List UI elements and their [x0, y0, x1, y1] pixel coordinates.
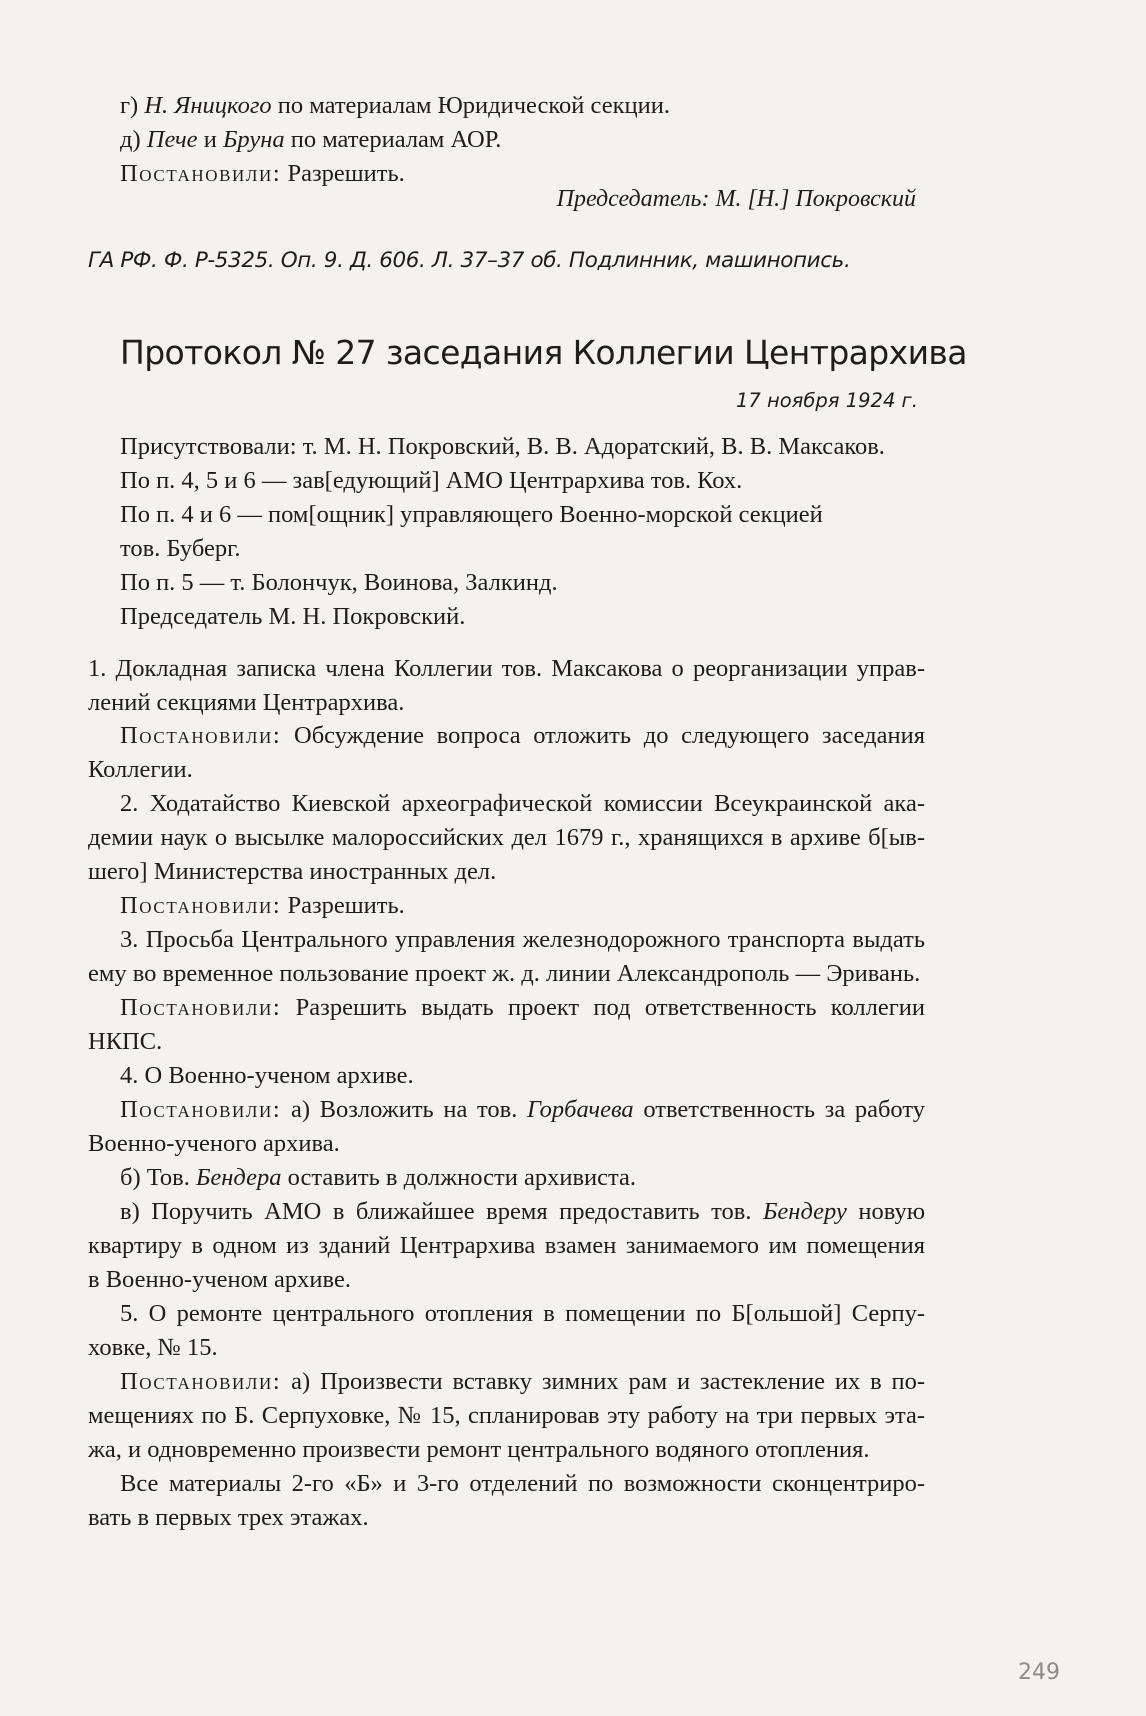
resolution: мещениях по Б. Серпуховке, № 15, спланировав эту работу на три первых эта-	[88, 1402, 925, 1429]
list-item-d: д) Пече и Бруна по материалам АОР.	[120, 126, 502, 153]
page-number: 249	[1018, 1660, 1060, 1685]
archival-source: ГА РФ. Ф. Р-5325. Оп. 9. Д. 606. Л. 37–37 об. Подлинник, машинопись.	[88, 248, 851, 273]
resolution: б) Тов. Бендера оставить в должности архивиста.	[120, 1164, 636, 1191]
resolution: Постановили: Обсуждение вопроса отложить до следующего заседания	[120, 722, 925, 749]
item-1: лений секциями Центрархива.	[88, 689, 405, 716]
item-3: ему во временное пользование проект ж. д. линии Александрополь — Эривань.	[88, 960, 921, 987]
protocol-title: Протокол № 27 заседания Коллегии Центрархива	[120, 333, 967, 372]
resolution: Военно-ученого архива.	[88, 1130, 340, 1157]
attendance-line: По п. 4, 5 и 6 — зав[едующий] АМО Центрархива тов. Кох.	[120, 467, 743, 494]
resolution: Постановили: а) Произвести вставку зимних рам и застекление их в по-	[120, 1368, 925, 1395]
resolution: в Военно-ученом архиве.	[88, 1266, 351, 1293]
item-5: 5. О ремонте центрального отопления в помещении по Б[ольшой] Серпу-	[120, 1300, 925, 1327]
resolution: НКПС.	[88, 1028, 163, 1055]
resolution: Коллегии.	[88, 756, 193, 783]
attendance-line: По п. 5 — т. Болончук, Воинова, Залкинд.	[120, 569, 558, 596]
paragraph: Все материалы 2-го «Б» и 3-го отделений по возможности сконцентриро-	[120, 1470, 925, 1497]
item-3: 3. Просьба Центрального управления железнодорожного транспорта выдать	[120, 926, 925, 953]
protocol-date: 17 ноября 1924 г.	[735, 389, 918, 412]
item-5: ховке, № 15.	[88, 1334, 218, 1361]
resolution: в) Поручить АМО в ближайшее время предоставить тов. Бендеру новую	[120, 1198, 925, 1225]
resolution: Постановили: Разрешить.	[120, 892, 405, 919]
resolution: квартиру в одном из зданий Центрархива взамен занимаемого им помещения	[88, 1232, 925, 1259]
attendance-line: Председатель М. Н. Покровский.	[120, 603, 466, 630]
item-4: 4. О Военно-ученом архиве.	[120, 1062, 414, 1089]
item-2: демии наук о высылке малороссийских дел 1679 г., хранящихся в архиве б[ыв-	[88, 824, 925, 851]
item-2: 2. Ходатайство Киевской археографической комиссии Всеукраинской ака-	[120, 790, 925, 817]
attendance-line: По п. 4 и 6 — пом[ощник] управляющего Военно-морской секцией	[120, 501, 823, 528]
attendance-line: Присутствовали: т. М. Н. Покровский, В. В. Адоратский, В. В. Максаков.	[120, 433, 885, 460]
resolution: Постановили: Разрешить выдать проект под ответственность коллегии	[120, 994, 925, 1021]
item-1: 1. Докладная записка члена Коллегии тов. Максакова о реорганизации управ-	[88, 655, 925, 682]
resolution: жа, и одновременно произвести ремонт центрального водяного отопления.	[88, 1436, 870, 1463]
list-item-g: г) Н. Яницкого по материалам Юридической секции.	[120, 92, 670, 119]
paragraph: вать в первых трех этажах.	[88, 1504, 369, 1531]
chairman-signature: Председатель: М. [Н.] Покровский	[556, 186, 916, 212]
resolution: Постановили: Разрешить.	[120, 160, 405, 187]
attendance-line: тов. Буберг.	[120, 535, 241, 562]
item-2: шего] Министерства иностранных дел.	[88, 858, 497, 885]
resolution: Постановили: а) Возложить на тов. Горбачева ответственность за работу	[120, 1096, 925, 1123]
